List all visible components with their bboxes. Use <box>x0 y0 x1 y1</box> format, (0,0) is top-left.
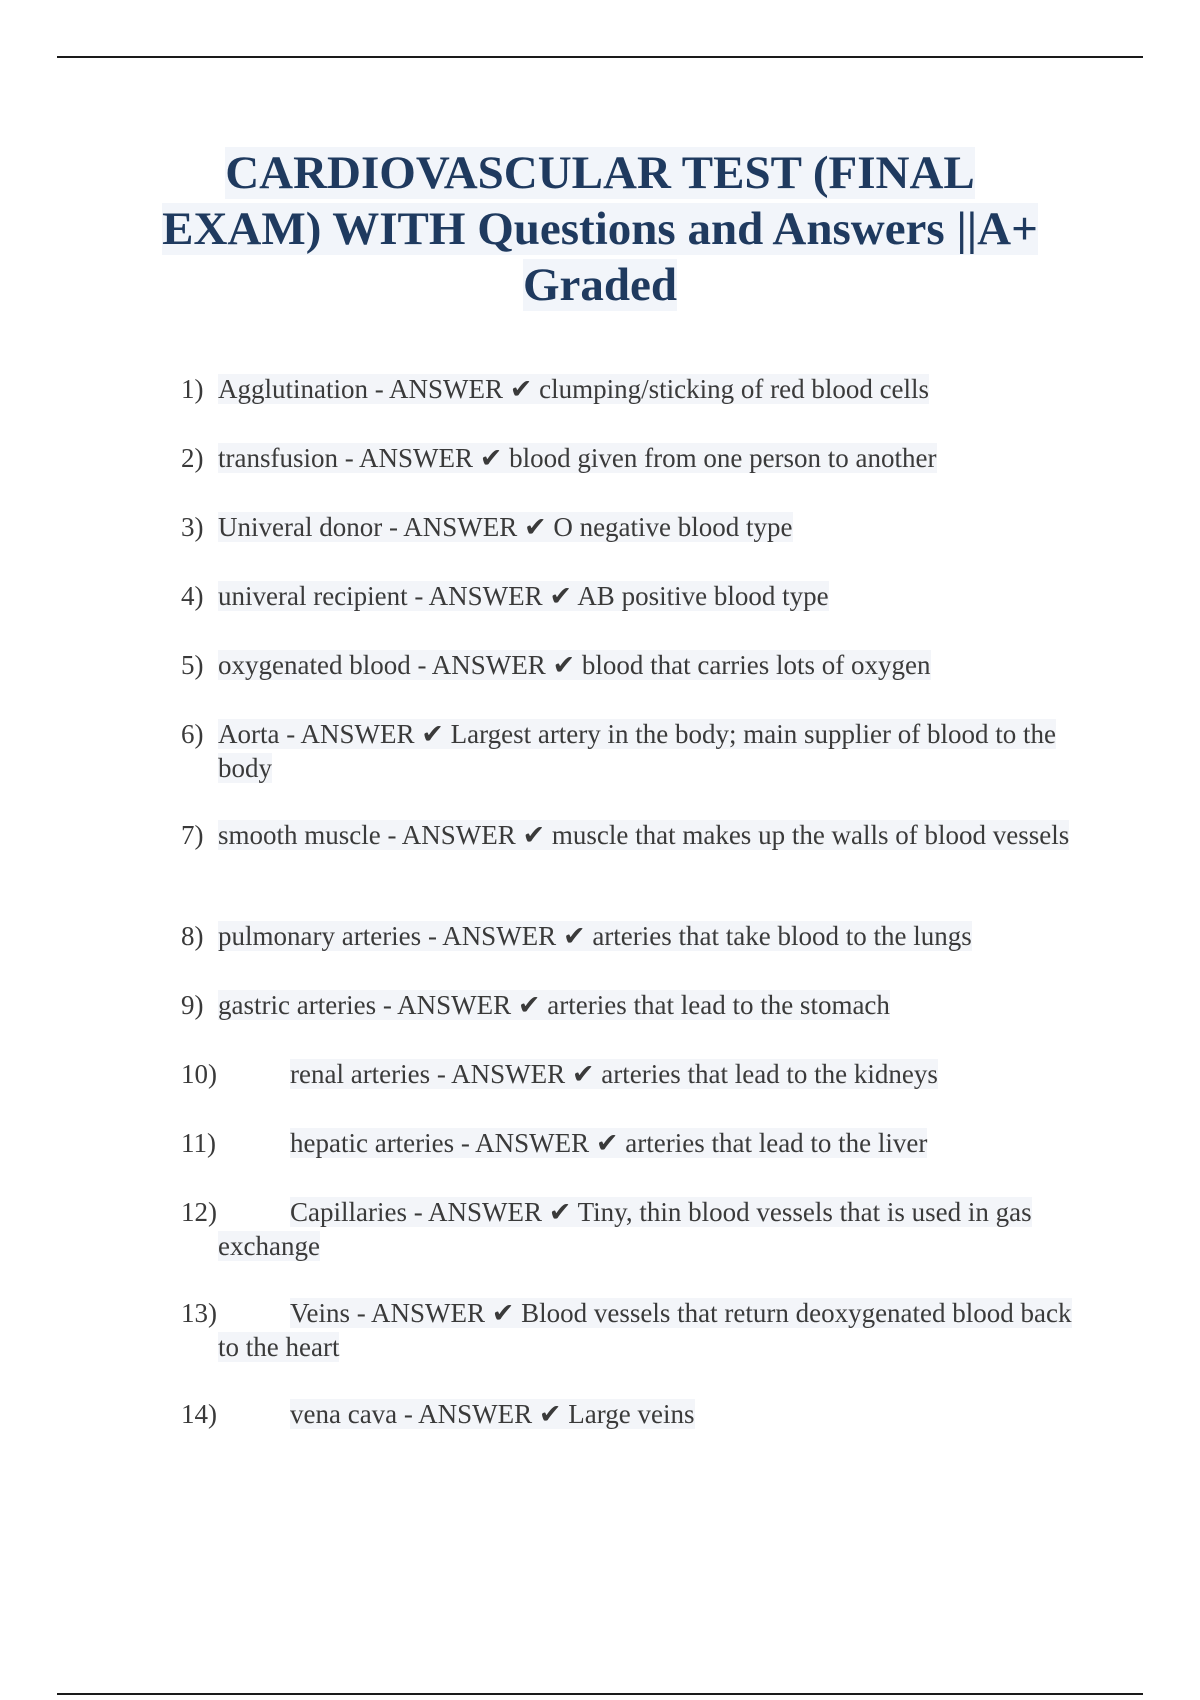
qa-answer: clumping/sticking of red blood cells <box>539 374 930 404</box>
qa-text <box>218 820 1069 850</box>
qa-number: 6) <box>181 719 204 749</box>
qa-item <box>0 441 1078 476</box>
qa-separator: - ANSWER ✔ <box>430 1059 602 1089</box>
qa-separator: - ANSWER ✔ <box>397 1399 569 1429</box>
qa-answer: muscle that makes up the walls of blood vessels <box>551 820 1070 850</box>
qa-answer: Large veins <box>568 1399 695 1429</box>
title-line-2: EXAM) WITH Questions and Answers ||A+ <box>162 203 1038 255</box>
qa-separator: - ANSWER ✔ <box>406 1197 578 1227</box>
bottom-rule <box>57 1693 1143 1695</box>
qa-number: 7) <box>181 820 204 850</box>
qa-number: 4) <box>181 581 204 611</box>
qa-item <box>0 579 1078 614</box>
qa-term: Aorta <box>218 719 280 749</box>
qa-item <box>0 1126 1078 1161</box>
qa-term: univeral recipient <box>218 581 408 611</box>
qa-term: Veins <box>290 1298 350 1328</box>
qa-answer: blood given from one person to another <box>509 443 937 473</box>
qa-item <box>0 372 1078 407</box>
qa-term: vena cava <box>290 1399 398 1429</box>
qa-answer: arteries that lead to the liver <box>625 1128 928 1158</box>
qa-text <box>218 921 972 951</box>
qa-term: transfusion <box>218 443 338 473</box>
qa-term: renal arteries <box>290 1059 431 1089</box>
qa-term: Agglutination <box>218 374 368 404</box>
qa-separator: - ANSWER ✔ <box>279 719 451 749</box>
qa-term: Capillaries <box>290 1197 407 1227</box>
qa-text <box>218 1298 1072 1362</box>
qa-number: 3) <box>181 512 204 542</box>
qa-number: 14) <box>181 1399 217 1429</box>
qa-text <box>218 719 1056 783</box>
qa-text <box>290 1399 695 1429</box>
qa-separator: - ANSWER ✔ <box>350 1298 522 1328</box>
qa-answer: arteries that take blood to the lungs <box>592 921 972 951</box>
qa-answer: arteries that lead to the kidneys <box>601 1059 938 1089</box>
qa-item <box>0 717 1078 787</box>
qa-term: pulmonary arteries <box>218 921 422 951</box>
qa-item <box>0 919 1078 954</box>
qa-item <box>0 1057 1078 1092</box>
qa-number: 2) <box>181 443 204 473</box>
qa-number: 9) <box>181 990 204 1020</box>
qa-text <box>290 1059 938 1089</box>
qa-answer: arteries that lead to the stomach <box>547 990 890 1020</box>
qa-item <box>0 648 1078 683</box>
title-line-3: Graded <box>522 259 678 311</box>
qa-number: 8) <box>181 921 204 951</box>
qa-item <box>0 1195 1078 1265</box>
qa-list <box>0 372 1200 1466</box>
qa-item <box>0 818 1078 888</box>
qa-text <box>218 990 890 1020</box>
qa-number: 12) <box>181 1197 217 1227</box>
document-title <box>120 145 1080 313</box>
qa-number: 13) <box>181 1298 217 1328</box>
qa-separator: - ANSWER ✔ <box>382 512 554 542</box>
qa-separator: - ANSWER ✔ <box>410 650 582 680</box>
qa-term: smooth muscle <box>218 820 381 850</box>
qa-number: 1) <box>181 374 204 404</box>
qa-text <box>218 581 829 611</box>
qa-answer: Largest artery in the body; main supplier of blood to the body <box>218 719 1056 783</box>
qa-term: Univeral donor <box>218 512 383 542</box>
qa-separator: - ANSWER ✔ <box>376 990 548 1020</box>
qa-text <box>218 443 937 473</box>
qa-number: 11) <box>181 1128 216 1158</box>
qa-answer: Tiny, thin blood vessels that is used in gas exchange <box>218 1197 1032 1261</box>
qa-text <box>218 374 929 404</box>
qa-text <box>218 1197 1032 1261</box>
qa-item <box>0 1296 1078 1366</box>
qa-number: 5) <box>181 650 204 680</box>
qa-term: gastric arteries <box>218 990 377 1020</box>
qa-separator: - ANSWER ✔ <box>407 581 578 611</box>
qa-answer: Blood vessels that return deoxygenated blood back to the heart <box>218 1298 1072 1362</box>
qa-text <box>218 650 931 680</box>
qa-separator: - ANSWER ✔ <box>380 820 552 850</box>
qa-item <box>0 510 1078 545</box>
qa-separator: - ANSWER ✔ <box>421 921 593 951</box>
qa-answer: AB positive blood type <box>577 581 829 611</box>
qa-item <box>0 1397 1078 1432</box>
qa-separator: - ANSWER ✔ <box>337 443 510 473</box>
qa-text <box>290 1128 927 1158</box>
qa-term: oxygenated blood <box>218 650 411 680</box>
top-rule <box>57 56 1143 58</box>
qa-answer: O negative blood type <box>553 512 793 542</box>
qa-term: hepatic arteries <box>290 1128 455 1158</box>
qa-answer: blood that carries lots of oxygen <box>581 650 931 680</box>
title-line-1: CARDIOVASCULAR TEST (FINAL <box>225 147 975 199</box>
qa-text <box>218 512 793 542</box>
qa-separator: - ANSWER ✔ <box>454 1128 626 1158</box>
qa-separator: - ANSWER ✔ <box>368 374 540 404</box>
qa-item <box>0 988 1078 1023</box>
qa-number: 10) <box>181 1059 217 1089</box>
